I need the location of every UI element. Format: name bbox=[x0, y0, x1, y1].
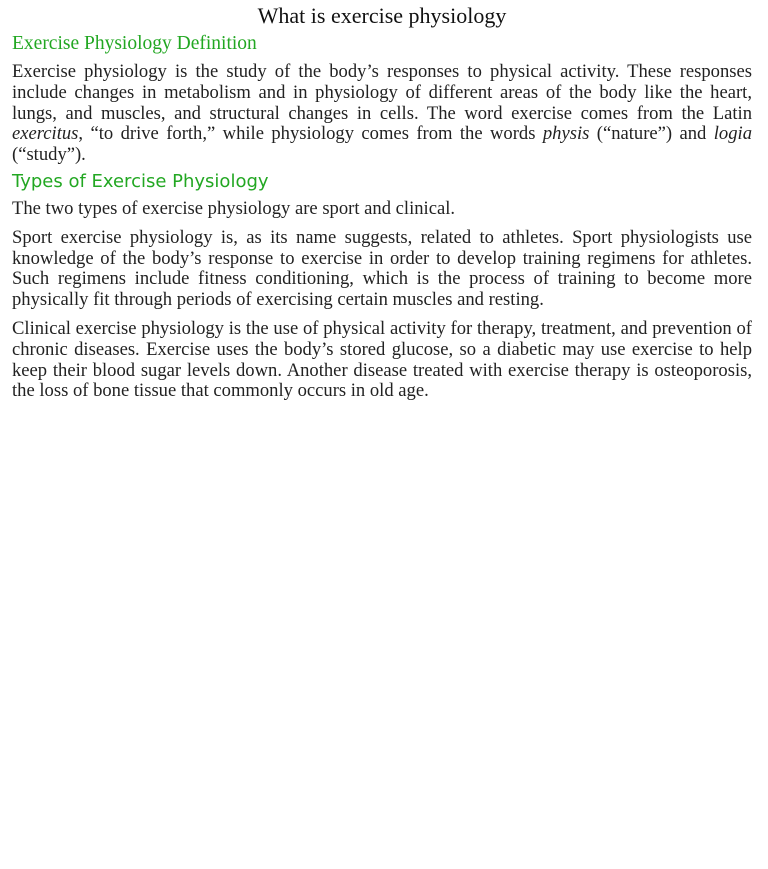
definition-paragraph bbox=[12, 62, 752, 166]
term-physis: physis bbox=[542, 123, 590, 145]
definition-text-3: (“nature”) and bbox=[589, 123, 714, 145]
article bbox=[0, 3, 768, 402]
definition-text-1: Exercise physiology is the study of the body’s responses to physical activity. These responses include changes in metabolism and in physiology of different areas of the body like the heart, lungs, and muscles, and structural changes in cells. The word exercise comes from the Latin bbox=[12, 61, 752, 124]
definition-text-4: (“study”). bbox=[12, 144, 86, 166]
page-title: What is exercise physiology bbox=[257, 3, 507, 28]
types-intro-paragraph: The two types of exercise physiology are sport and clinical. bbox=[12, 197, 456, 219]
sport-physiology-paragraph: Sport exercise physiology is, as its name suggests, related to athletes. Sport physiologists use knowledge of the body’s response to exercise in order to develop training regimens for athletes. Such regimens include fitness conditioning, which is the process of training to become more physically fit through periods of exercising certain muscles and resting. bbox=[12, 226, 752, 311]
term-logia: logia bbox=[713, 123, 752, 145]
term-exercitus: exercitus bbox=[12, 123, 79, 145]
definition-heading: Exercise Physiology Definition bbox=[12, 33, 257, 54]
types-heading: Types of Exercise Physiology bbox=[12, 170, 269, 192]
clinical-physiology-paragraph: Clinical exercise physiology is the use of physical activity for therapy, treatment, and prevention of chronic diseases. Exercise uses the body’s stored glucose, so a diabetic may use exercise to help keep their blood sugar levels down. Another disease treated with exercise therapy is osteoporosis, the loss of bone tissue that commonly occurs in old age. bbox=[12, 317, 752, 402]
definition-text-2: , “to drive forth,” while physiology comes from the words bbox=[78, 123, 543, 145]
